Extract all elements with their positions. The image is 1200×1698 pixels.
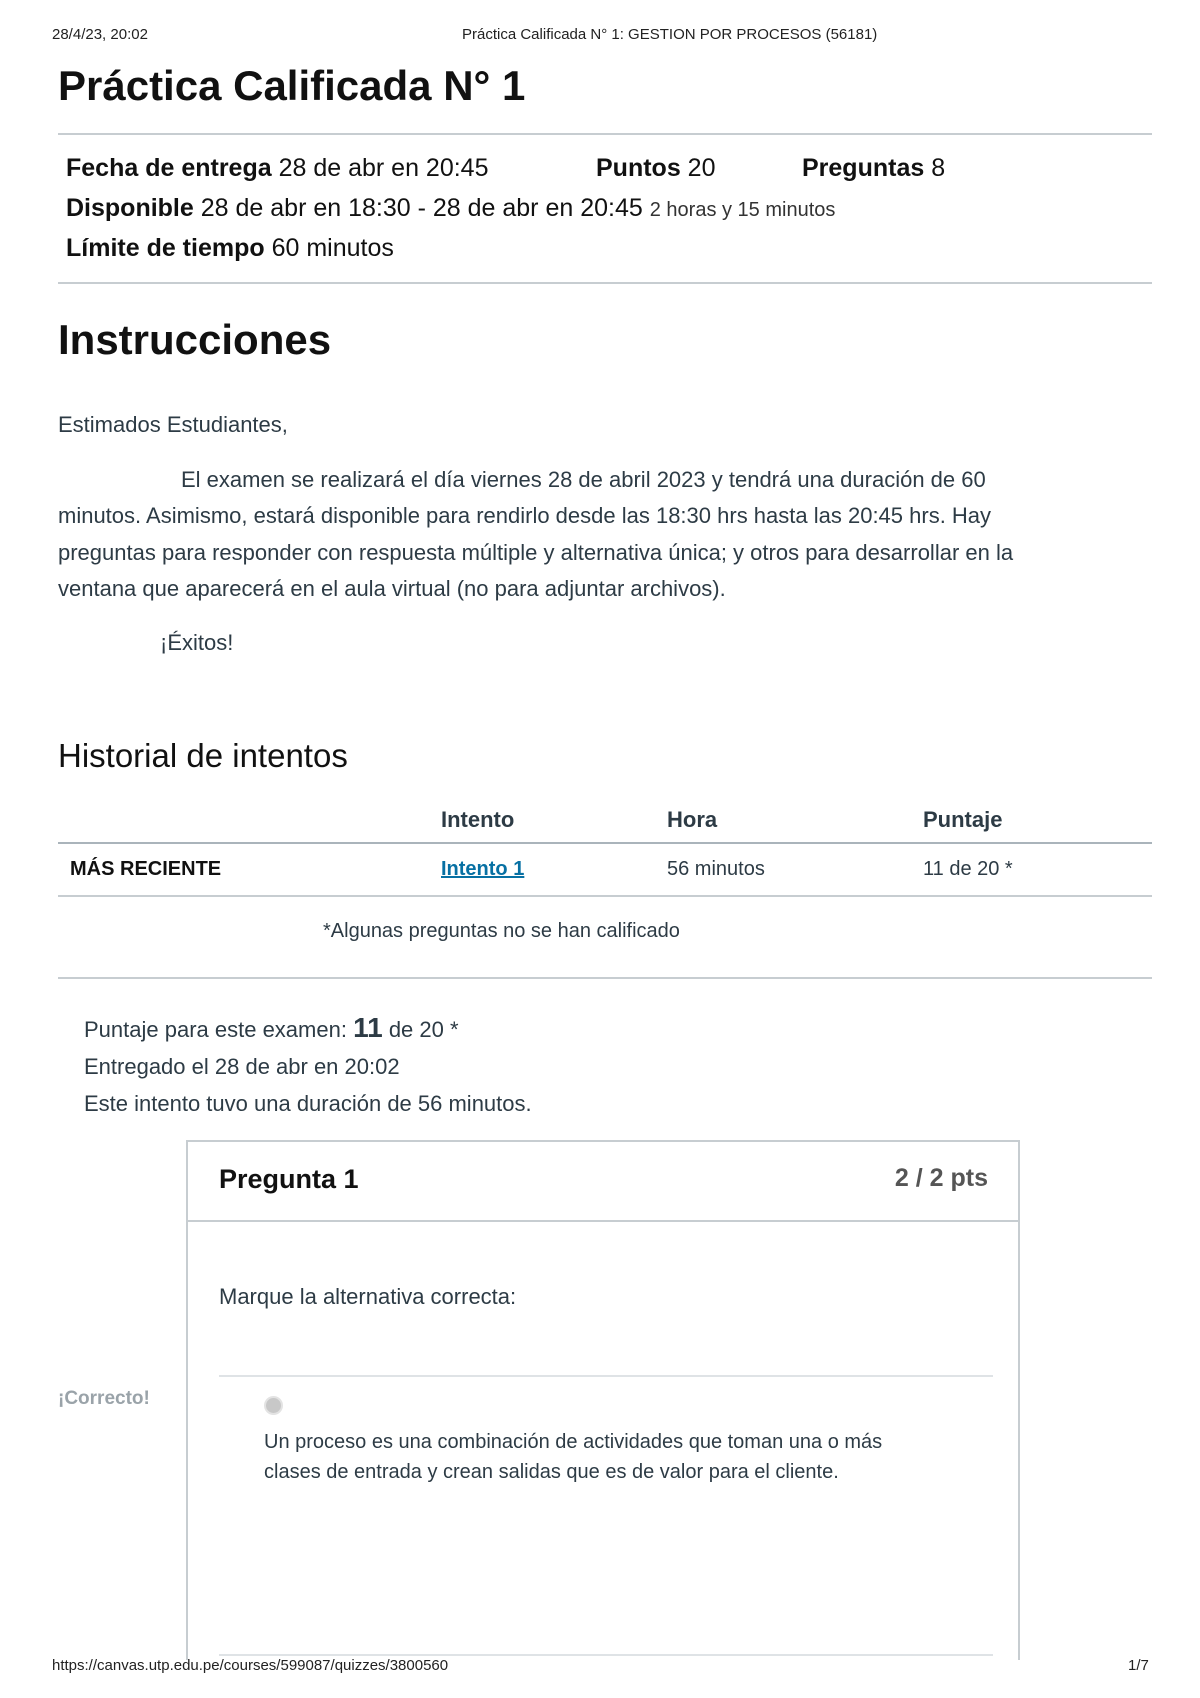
score-summary	[84, 1012, 459, 1044]
due-label: Fecha de entrega	[66, 154, 272, 182]
available-value: 28 de abr en 18:30 - 28 de abr en 20:45	[200, 194, 643, 222]
points-value: 20	[687, 154, 716, 182]
attempt-time: 56 minutos	[667, 858, 765, 880]
correct-status-badge: ¡Correcto!	[58, 1388, 154, 1410]
attempt-1-link[interactable]: Intento 1	[441, 858, 525, 880]
points	[596, 154, 715, 183]
instructions-heading: Instrucciones	[58, 316, 332, 363]
instructions-line: preguntas para responder con respuesta múltiple y alternativa única; y otros para desarrollar en la	[58, 540, 1014, 565]
answer-line: Un proceso es una combinación de actividades que toman una o más	[264, 1431, 883, 1453]
print-url: https://canvas.utp.edu.pe/courses/599087/quizzes/3800560	[52, 1657, 449, 1674]
due-date	[66, 154, 489, 183]
print-datetime: 28/4/23, 20:02	[52, 26, 148, 43]
quiz-meta-row-3	[66, 234, 394, 263]
column-header-attempt: Intento	[441, 807, 515, 832]
instructions-closing: ¡Éxitos!	[160, 630, 234, 655]
questions-value: 8	[931, 154, 946, 182]
score-value: 11	[353, 1012, 383, 1043]
table-header-divider	[58, 842, 1152, 844]
row-label-most-recent: MÁS RECIENTE	[70, 858, 222, 880]
answer-separator	[219, 1375, 993, 1377]
time-limit-value: 60 minutos	[271, 234, 394, 262]
points-label: Puntos	[596, 154, 681, 182]
quiz-meta-row-1	[66, 154, 1066, 184]
submitted-time: Entregado el 28 de abr en 20:02	[84, 1054, 400, 1079]
quiz-meta-row-2	[66, 194, 835, 223]
page-title: Práctica Calificada N° 1	[58, 62, 526, 109]
time-limit-label: Límite de tiempo	[66, 234, 265, 262]
divider	[58, 133, 1152, 135]
question-1-points: 2 / 2 pts	[894, 1164, 988, 1192]
question-1-header	[188, 1142, 1018, 1222]
divider	[58, 282, 1152, 284]
question-1-card	[186, 1140, 1020, 1660]
history-footnote: *Algunas preguntas no se han calificado	[323, 920, 680, 942]
score-prefix: Puntaje para este examen:	[84, 1017, 347, 1042]
answer-separator	[219, 1654, 993, 1656]
available-duration: 2 horas y 15 minutos	[649, 199, 836, 221]
instructions-line: ventana que aparecerá en el aula virtual (no para adjuntar archivos).	[58, 576, 726, 601]
attempt-duration: Este intento tuvo una duración de 56 minutos.	[84, 1091, 532, 1116]
score-suffix: de 20 *	[388, 1017, 459, 1042]
table-row-divider	[58, 895, 1152, 897]
history-heading: Historial de intentos	[58, 737, 348, 774]
column-header-score: Puntaje	[923, 807, 1003, 832]
answer-line: clases de entrada y crean salidas que es de valor para el cliente.	[264, 1461, 839, 1483]
question-1-title: Pregunta 1	[219, 1164, 359, 1194]
questions	[802, 154, 945, 183]
print-page-title: Práctica Calificada N° 1: GESTION POR PROCESOS (56181)	[462, 26, 878, 43]
instructions-line: El examen se realizará el día viernes 28 de abril 2023 y tendrá una duración de 60	[181, 467, 986, 492]
divider	[58, 977, 1152, 979]
available-label: Disponible	[66, 194, 194, 222]
answer-text	[264, 1427, 964, 1487]
question-1-prompt: Marque la alternativa correcta:	[219, 1284, 517, 1309]
instructions-line: minutos. Asimismo, estará disponible para rendirlo desde las 18:30 hrs hasta las 20:45 hrs. Hay	[58, 503, 992, 528]
answer-radio[interactable]	[264, 1396, 283, 1415]
print-page-number: 1/7	[1128, 1657, 1149, 1674]
questions-label: Preguntas	[802, 154, 925, 182]
due-value: 28 de abr en 20:45	[278, 154, 489, 182]
attempt-score: 11 de 20 *	[923, 858, 1013, 880]
column-header-time: Hora	[667, 807, 718, 832]
instructions-greeting: Estimados Estudiantes,	[58, 412, 288, 437]
